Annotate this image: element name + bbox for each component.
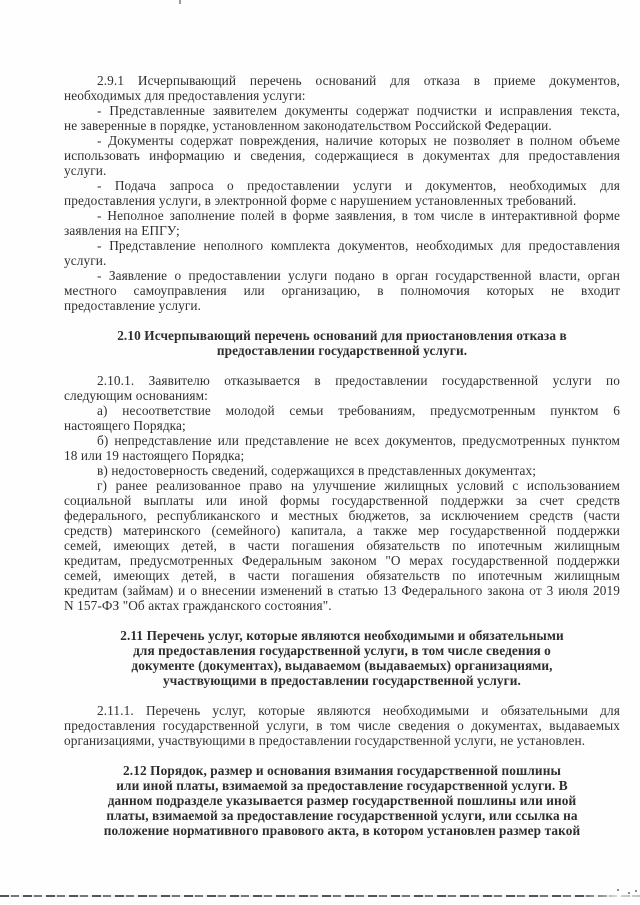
text-line: г) ранее реализованное право на улучшение жилищных условий с использованием — [97, 478, 620, 493]
text-line: 2.10 Исчерпывающий перечень оснований для приостановления отказа в — [117, 328, 567, 343]
bullet-wrong-authority — [64, 268, 620, 313]
text-line: 18 или 19 настоящего Порядка; — [64, 448, 245, 463]
clause-2-10-1 — [64, 373, 620, 403]
clause-2-9-1 — [64, 73, 620, 103]
text-line: а) несоответствие молодой семьи требованиям, предусмотренным пунктом 6 — [97, 403, 620, 418]
text-line: местного самоуправления или организацию, в полномочия которых не входит — [64, 283, 620, 298]
bullet-erasures — [64, 103, 620, 133]
text-line: заявления на ЕПГУ; — [64, 223, 180, 238]
text-line: услуги. — [64, 253, 107, 268]
document-page — [64, 73, 620, 853]
text-line: 2.11 Перечень услуг, которые являются необходимыми и обязательными — [120, 628, 564, 643]
text-line: для предоставления государственной услуги, в том числе сведения о — [133, 643, 551, 658]
section-heading-2-10 — [64, 328, 620, 358]
text-line: кредитам, предусмотренных Федеральным законом "О мерах государственной поддержки — [64, 553, 620, 568]
text-line: - Подача запроса о предоставлении услуги и документов, необходимых для — [97, 178, 620, 193]
text-line: федерального, республиканского и местных бюджетов, за исключением средств (части — [64, 508, 620, 523]
text-line: - Неполное заполнение полей в форме заявления, в том числе в интерактивной форме — [97, 208, 620, 223]
text-line: 2.11.1. Перечень услуг, которые являются необходимыми и обязательными для — [97, 703, 620, 718]
clause-2-11-1 — [64, 703, 620, 748]
page-bottom-scan-line — [0, 895, 640, 897]
text-line: не заверенные в порядке, установленном законодательством Российской Федерации. — [64, 118, 552, 133]
text-line: семей, имеющих детей, в части погашения обязательств по ипотечным жилищным — [64, 538, 620, 553]
text-line: использовать информацию и сведения, содержащиеся в документах для предоставления — [64, 148, 620, 163]
bullet-incomplete-set — [64, 238, 620, 268]
text-line: положение нормативного правового акта, в котором установлен размер такой — [103, 823, 581, 838]
text-line: следующим основаниям: — [64, 388, 208, 403]
text-line: данном подразделе указывается размер государственной пошлины или иной — [107, 793, 577, 808]
text-line: настоящего Порядка; — [64, 418, 186, 433]
text-line: организациями, участвующими в предоставлении государственной услуги, не установлен. — [64, 733, 586, 748]
section-heading-2-11 — [64, 628, 620, 688]
text-line: средств) материнского (семейного) капитала, а также мер государственной поддержки — [64, 523, 620, 538]
text-line: - Заявление о предоставлении услуги подано в орган государственной власти, орган — [97, 268, 620, 283]
text-line: семей, имеющих детей, в части погашения обязательств по ипотечным жилищным — [64, 568, 620, 583]
subclause-b — [64, 433, 620, 463]
scan-speck — [635, 890, 637, 892]
text-line: - Представленные заявителем документы содержат подчистки и исправления текста, — [97, 103, 620, 118]
subclause-v — [64, 463, 620, 478]
section-heading-2-12 — [64, 763, 620, 838]
text-line: необходимых для предоставления услуги: — [64, 88, 306, 103]
text-line: услуги. — [64, 163, 107, 178]
text-line: предоставления государственной услуги, в том числе сведения о документах, выдаваемых — [64, 718, 620, 733]
text-line: участвующими в предоставлении государственной услуги. — [163, 673, 521, 688]
text-line: 2.10.1. Заявителю отказывается в предоставлении государственной услуги по — [97, 373, 620, 388]
text-line: кредитам (займам) и о внесении изменений в статью 13 Федерального закона от 3 июля 2019 — [64, 583, 620, 598]
text-line: - Документы содержат повреждения, наличие которых не позволяет в полном объеме — [97, 133, 620, 148]
text-line: в) недостоверность сведений, содержащихся в представленных документах; — [97, 463, 536, 478]
text-line: документе (документах), выдаваемом (выдаваемых) организациями, — [131, 658, 553, 673]
text-line: N 157-ФЗ "Об актах гражданского состояния". — [64, 598, 332, 613]
scan-speck — [628, 892, 630, 894]
text-line: платы, взимаемой за предоставление государственной услуги, или ссылка на — [106, 808, 578, 823]
subclause-g — [64, 478, 620, 613]
text-line: 2.12 Порядок, размер и основания взимания государственной пошлины — [123, 763, 561, 778]
text-line: предоставления услуги, в электронной форме с нарушением установленных требований. — [64, 193, 577, 208]
text-line: 2.9.1 Исчерпывающий перечень оснований для отказа в приеме документов, — [97, 73, 620, 88]
scan-speck — [617, 889, 619, 891]
bullet-electronic-form-violation — [64, 178, 620, 208]
text-line: предоставлении государственной услуги. — [216, 343, 468, 358]
text-line: - Представление неполного комплекта документов, необходимых для предоставления — [97, 238, 620, 253]
text-line: б) непредставление или представление не всех документов, предусмотренных пунктом — [97, 433, 620, 448]
text-line: предоставление услуги. — [64, 298, 202, 313]
bullet-damaged-documents — [64, 133, 620, 178]
subclause-a — [64, 403, 620, 433]
bullet-incomplete-fields — [64, 208, 620, 238]
text-line: социальной выплаты или иной формы государственной поддержки за счет средств — [64, 493, 620, 508]
text-line: или иной платы, взимаемой за предоставление государственной услуги. В — [116, 778, 568, 793]
scan-artifact-top-tick — [179, 0, 181, 4]
